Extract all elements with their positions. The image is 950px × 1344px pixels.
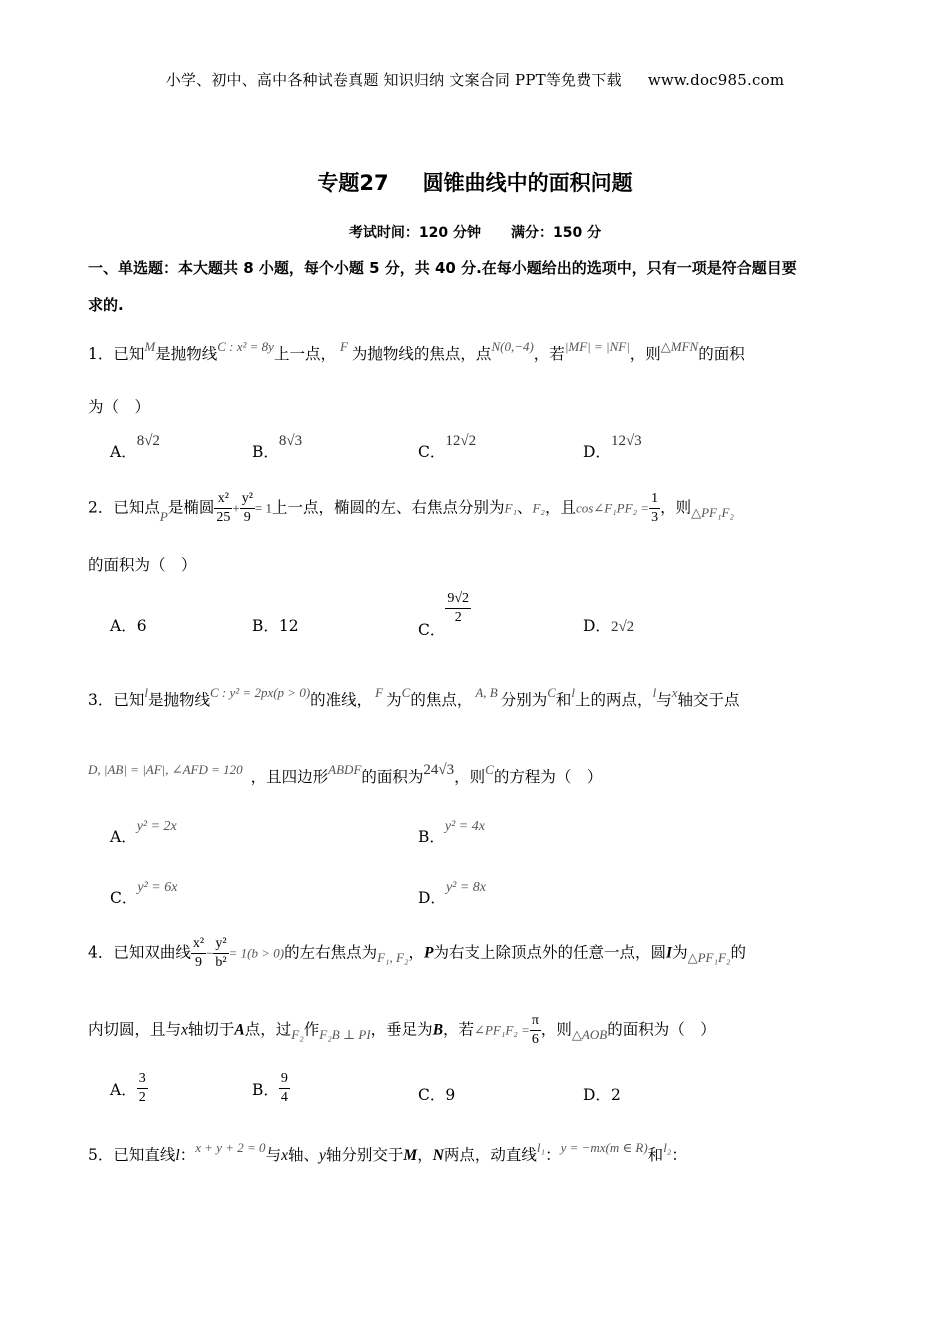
q1-math: F [339,339,348,354]
q2-math: F₁ [504,500,517,516]
q2-math: △PF₁F₂ [691,504,734,520]
q1-math: N(0,−4) [491,339,534,354]
q5-text: ： [671,1146,687,1164]
q2-math: + [232,500,240,516]
question-1-line1 [88,339,745,364]
q3-math: 24√3 [423,762,455,778]
q2-text: 2．已知点 [88,498,160,517]
option-fraction: $\frac{9}{4}$ [280,1071,288,1105]
q5-text: ： [545,1146,561,1164]
option-label: D． [583,443,611,461]
q4-math: F₁, F₂ [377,949,409,965]
page-title [0,167,950,197]
q5-text: 轴分别交于 [325,1146,404,1164]
q3-text: 和 [555,691,572,709]
q5-var: y [318,1147,326,1164]
q5-text: ， [417,1146,433,1164]
q4-text: 的左右焦点为 [284,943,378,962]
q5-var: x [281,1147,288,1164]
question-5-line1 [88,1140,687,1165]
q3-text: 轴交于点 [677,691,740,709]
title-topic: 圆锥曲线中的面积问题 [422,171,633,195]
q1-text: 上一点， [273,345,336,363]
option-value: 12 [278,617,299,635]
option-value: 8√2 [136,433,160,449]
q4-text: 为右支上除顶点外的任意一点，圆 [433,943,667,962]
question-2-line1 [88,490,734,527]
header-text: 小学、初中、高中各种试卷真题 知识归纳 文案合同 PPT等免费下载 [165,71,622,89]
q4-var: I [666,944,673,962]
q2-text: 是椭圆 [167,498,215,517]
q1-math: △MFN [660,339,699,354]
q2-text: 上一点，椭圆的左、右焦点分别为 [271,498,505,517]
q3-option-c[interactable] [110,880,178,908]
q1-text: ，若 [533,345,565,363]
q4-math: − [206,945,214,961]
q3-math: D, |AB| = |AF|, ∠AFD = 120 [88,762,243,777]
q5-text: 轴、 [287,1146,319,1164]
option-value: y² = 4x [444,819,485,834]
question-2-line2: 的面积为（ ） [88,556,197,574]
q5-var: N [432,1147,444,1164]
q3-option-a[interactable] [110,819,177,847]
option-label: C． [418,1086,446,1104]
q1-text: 是抛物线 [155,345,218,363]
q5-var: M [403,1147,418,1164]
q3-math: C [485,762,494,777]
q4-text: 4．已知双曲线 [88,943,191,962]
option-label: A． [110,617,137,635]
page-header [0,69,950,90]
q2-text: ，且 [544,498,576,517]
q4-text: 为 [672,943,688,962]
q5-math: l₁ [536,1140,546,1155]
q4-text: 点，过 [244,1020,292,1039]
q3-text: 是抛物线 [148,691,211,709]
q4-math: = 1(b > 0) [228,945,285,961]
q3-text: 的焦点， [410,691,473,709]
q3-math: l [144,685,148,700]
q4-fraction: $\frac{\text{y²}}{\text{b²}}$ [215,936,227,970]
q5-math: x + y + 2 = 0 [195,1140,266,1155]
q4-text: ， [408,943,425,962]
q3-text: 3．已知 [88,691,145,709]
option-value: 6 [136,617,147,635]
q4-math: △PF₁F₂ [687,949,731,965]
q3-text: 的面积为 [361,768,424,786]
q3-math: F [375,685,384,700]
q5-text: 与 [265,1146,282,1164]
q4-var: A [234,1021,245,1039]
option-value: 8√3 [278,433,303,449]
q4-math: △AOB [571,1026,608,1042]
option-label: D． [583,617,611,635]
option-value: y² = 2x [136,819,177,834]
section-heading-line1: 一、单选题：本大题共 8 小题，每个小题 5 分，共 40 分.在每小题给出的选项中，只有一项是符合题目要 [88,259,797,277]
exam-info [0,222,950,242]
question-1-line2: 为（ ） [88,398,151,416]
q1-math: |MF| = |NF| [564,339,630,354]
q1-option-d[interactable] [583,433,642,462]
option-label: B． [252,617,279,635]
q4-text: ，则 [540,1020,572,1039]
option-value: y² = 6x [137,880,178,895]
q3-option-b[interactable] [418,819,485,847]
q2-math: = 1 [254,500,272,516]
q2-option-b[interactable] [252,614,299,636]
exam-score: 满分：150 分 [511,225,602,241]
q5-text: 两点，动直线 [443,1146,537,1164]
q4-option-a[interactable] [110,1070,148,1107]
q3-text: 分别为 [500,691,548,709]
q3-text: 为 [386,691,402,709]
q1-math: C : x² = 8y [217,339,274,354]
option-label: C． [418,443,446,461]
header-url[interactable]: www.doc985.com [647,71,785,89]
q4-text: 的面积为（ ） [607,1020,716,1039]
q5-text: ： [179,1146,196,1164]
q3-text: 上的两点， [575,691,653,709]
q4-var: B [432,1021,444,1039]
q5-math: y = −mx(m ∈ R) [560,1140,648,1155]
q3-math: l [571,685,576,700]
q3-math: ABDF [328,762,362,777]
q3-text: 与 [656,691,672,709]
option-value: 12√3 [610,433,642,449]
option-fraction: $\frac{3}{2}$ [138,1071,146,1105]
q4-option-d[interactable] [583,1083,621,1105]
q3-math: C [547,685,556,700]
q3-text: 的准线， [310,691,373,709]
option-fraction: $\frac{9√2}{2}$ [447,591,470,625]
q2-fraction: $\frac{\text{x²}}{25}$ [216,491,231,525]
q4-text: 内切圆，且与 [88,1020,182,1039]
q3-text: 的方程为（ ） [493,768,603,786]
option-label: D． [583,1086,611,1104]
q4-math: ∠PF₁F₂ = [474,1022,530,1038]
option-value: 2 [610,1086,621,1104]
option-label: B． [418,828,445,846]
question-4-line2 [88,1012,716,1049]
q2-fraction: $\frac{\text{y²}}{9}$ [241,491,253,525]
q1-option-a[interactable] [110,433,160,462]
q4-option-b[interactable] [252,1070,290,1107]
q5-text: 和 [647,1146,664,1164]
q4-text: 的 [730,943,746,962]
q3-text: ，则 [454,768,486,786]
q2-option-d[interactable] [583,614,634,636]
q4-text: ，垂足为 [370,1020,433,1039]
q4-math: F₂B ⊥ PI [319,1026,371,1042]
q1-math: M [144,339,156,354]
q4-fraction: $\frac{\text{x²}}{9}$ [192,936,205,970]
q4-text: 轴切于 [187,1020,235,1039]
q4-text: ，若 [443,1020,475,1039]
q3-math: l [652,685,657,700]
q3-text: ，且四边形 [250,768,329,786]
q1-option-c[interactable] [418,433,477,462]
section-heading-line2: 求的. [88,296,124,314]
q4-var: P [424,944,434,962]
q3-math: A, B [475,685,498,700]
option-label: B． [252,443,279,461]
q2-text: 、 [516,498,533,517]
q5-text: 5．已知直线 [88,1146,176,1164]
q1-text: 的面积 [698,345,745,363]
title-number: 专题27 [317,171,389,195]
q4-fraction: $\frac{\pi}{6}$ [531,1013,539,1047]
q5-var: l [175,1147,180,1164]
q4-var: x [181,1021,188,1039]
q4-option-c[interactable] [418,1083,455,1105]
q2-math: cos∠F₁PF₂ = [575,500,650,516]
option-label: B． [252,1080,279,1099]
q5-math: l₂ [663,1140,672,1155]
q2-fraction: $\frac{1}{3}$ [651,491,659,525]
q1-text: 为抛物线的焦点，点 [351,345,492,363]
q3-math: C [401,685,411,700]
q2-option-a[interactable] [110,614,147,636]
exam-time: 考试时间：120 分钟 [348,225,481,241]
option-value: 12√2 [445,433,477,449]
option-label: C． [418,620,446,639]
option-label: A． [110,1080,137,1099]
q4-math: F₂ [291,1026,304,1042]
q3-math: C : y² = 2px(p > 0) [210,685,311,700]
q3-math: x [671,685,678,700]
option-label: D． [418,889,446,907]
q3-option-d[interactable] [418,880,487,908]
q1-text: ，则 [629,345,661,363]
option-value: 2√2 [610,619,635,635]
option-label: A． [110,828,137,846]
option-label: C． [110,889,138,907]
q1-text: 1．已知 [88,345,145,363]
option-value: y² = 8x [445,880,487,895]
q1-option-b[interactable] [252,433,303,462]
option-value: 9 [445,1086,456,1104]
q4-text: 作 [303,1020,320,1039]
question-3-line1 [88,685,740,710]
q2-math: P [159,508,168,524]
question-3-line2 [88,762,603,787]
question-4-line1 [88,935,746,972]
q2-option-c[interactable] [418,590,471,639]
q2-math: F₂ [532,500,545,516]
option-label: A． [110,443,137,461]
q2-text: ，则 [660,498,692,517]
